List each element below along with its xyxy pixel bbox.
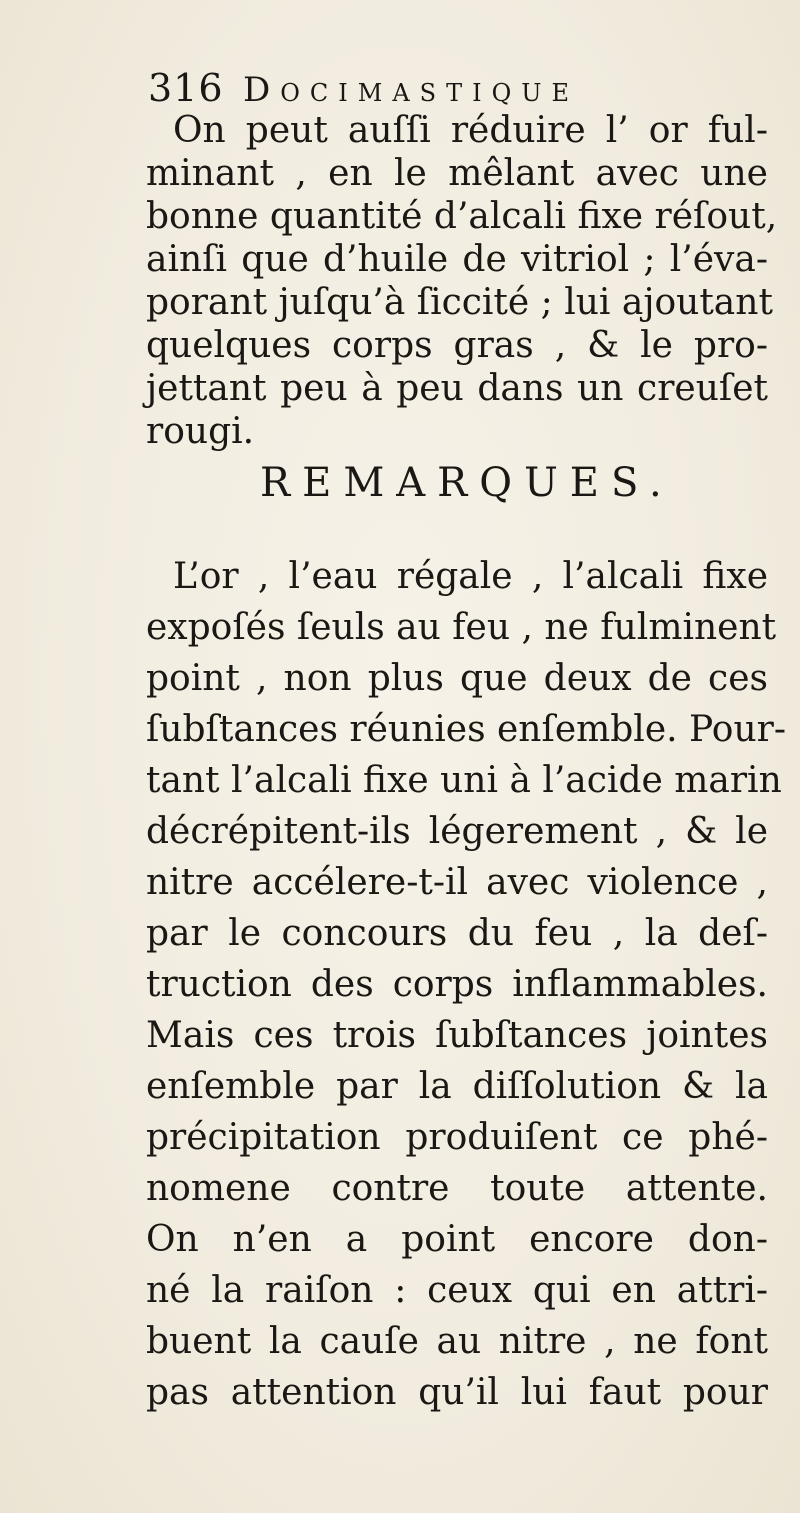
text-line: tant l’alcali fixe uni à l’acide marin — [146, 760, 782, 801]
running-title: Docimastique — [243, 70, 580, 110]
text-line: nomene contre toute attente. — [146, 1168, 768, 1209]
text-line: L’or , l’eau régale , l’alcali fixe — [173, 556, 768, 597]
text-line: ſubſtances réunies enſemble. Pour- — [146, 709, 787, 750]
text-line: enſemble par la diſſolution & la — [146, 1066, 768, 1107]
text-line: porant juſqu’à ſiccité ; lui ajoutant — [146, 282, 773, 323]
text-line: ainſi que d’huile de vitriol ; l’éva- — [146, 239, 768, 280]
text-line: truction des corps inflammables. — [146, 964, 768, 1005]
text-line: décrépitent-ils légerement , & le — [146, 811, 768, 852]
text-line: On n’en a point encore don- — [146, 1219, 768, 1260]
text-line: quelques corps gras , & le pro- — [146, 325, 768, 366]
text-line: bonne quantité d’alcali fixe réſout, — [146, 196, 778, 237]
text-line-last: rougi. — [146, 411, 255, 452]
text-line: point , non plus que deux de ces — [146, 658, 768, 699]
page-number: 316 — [148, 66, 224, 110]
text-line: pas attention qu’il lui faut pour — [146, 1372, 768, 1413]
text-line: minant , en le mêlant avec une — [146, 153, 768, 194]
text-line: né la raiſon : ceux qui en attri- — [146, 1270, 768, 1311]
text-line: jettant peu à peu dans un creuſet — [146, 368, 768, 409]
text-line: Mais ces trois ſubſtances jointes — [146, 1015, 768, 1056]
section-heading: REMARQUES. — [260, 460, 674, 506]
text-line: nitre accélere-t-il avec violence , — [146, 862, 768, 903]
text-line: précipitation produiſent ce phé- — [146, 1117, 768, 1158]
text-line: On peut auſſi réduire l’ or ful- — [173, 110, 768, 151]
text-line: par le concours du feu , la deſ- — [146, 913, 768, 954]
text-line: expoſés ſeuls au feu , ne fulminent — [146, 607, 777, 648]
text-line: buent la cauſe au nitre , ne font — [146, 1321, 768, 1362]
